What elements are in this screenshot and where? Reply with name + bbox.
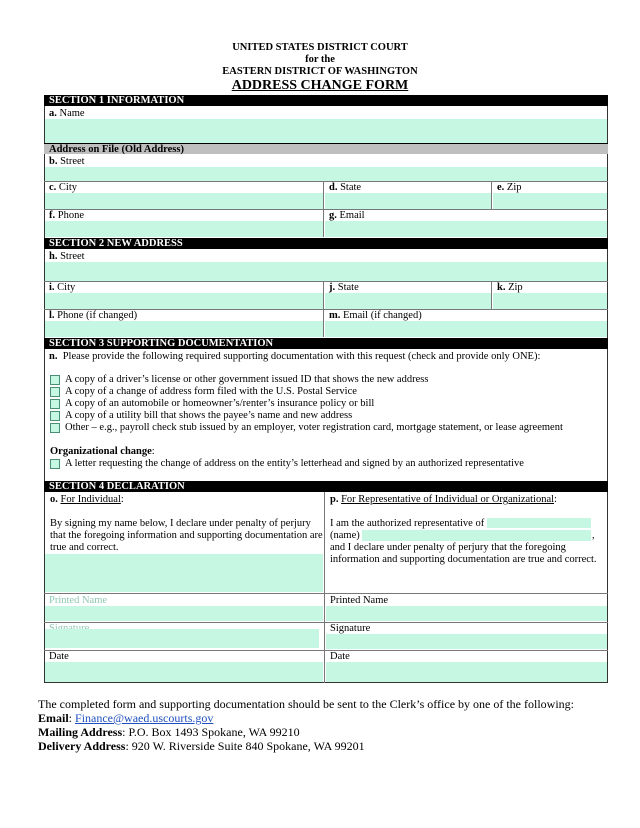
old-state-field[interactable] (325, 193, 491, 209)
divider (491, 181, 492, 209)
documentation-instructions: n. Please provide the following required supporting documentation with this request (check and provide only ONE): (49, 351, 541, 362)
doc-option-checkbox[interactable] (50, 399, 60, 409)
section1-header: SECTION 1 INFORMATION (44, 95, 608, 106)
date-label-right: Date (330, 651, 350, 662)
individual-declaration-line2: that the foregoing information and supporting documentation are (50, 530, 323, 541)
individual-declaration-field[interactable] (45, 554, 323, 592)
form-title: ADDRESS CHANGE FORM (231, 78, 409, 93)
old-email-label: g. Email (329, 210, 365, 221)
representative-heading: p. For Representative of Individual or Organizational: (330, 494, 557, 505)
divider (323, 281, 324, 309)
doc-option-checkbox[interactable] (50, 423, 60, 433)
date-field-left[interactable] (45, 662, 323, 682)
printed-name-label-right: Printed Name (330, 595, 389, 606)
individual-heading: o. For Individual: (50, 494, 124, 505)
old-state-label: d. State (329, 182, 362, 193)
divider (44, 593, 608, 594)
old-phone-label: f. Phone (49, 210, 84, 221)
doc-option-label: A copy of a change of address form filed with the U.S. Postal Service (65, 386, 357, 397)
old-email-field[interactable] (325, 221, 607, 237)
old-phone-field[interactable] (45, 221, 323, 237)
new-state-label: j. State (329, 282, 359, 293)
date-field-right[interactable] (326, 662, 607, 682)
divider (323, 209, 324, 237)
divider (491, 281, 492, 309)
court-name: UNITED STATES DISTRICT COURT (232, 42, 408, 53)
representative-name-field[interactable] (362, 530, 591, 541)
old-zip-field[interactable] (493, 193, 607, 209)
section4-header: SECTION 4 DECLARATION (44, 481, 608, 492)
new-email-label: m. Email (if changed) (329, 310, 422, 321)
submission-instructions: The completed form and supporting documentation should be sent to the Clerk’s office by one of the following: (38, 697, 574, 711)
old-city-label: c. City (49, 182, 78, 193)
for-the-text: for the (305, 54, 335, 65)
printed-name-field-left[interactable] (45, 606, 323, 621)
printed-name-field-right[interactable] (326, 606, 607, 621)
new-email-field[interactable] (325, 321, 607, 337)
org-option-label: A letter requesting the change of address on the entity’s letterhead and signed by an authorized representative (65, 458, 524, 469)
individual-declaration-line1: By signing my name below, I declare under penalty of perjury (50, 518, 311, 529)
old-address-header: Address on File (Old Address) (44, 143, 608, 154)
doc-option-checkbox[interactable] (50, 375, 60, 385)
signature-field-left[interactable] (45, 629, 319, 648)
doc-option-label: A copy of a driver’s license or other government issued ID that shows the new address (65, 374, 429, 385)
old-street-field[interactable] (45, 167, 607, 181)
individual-declaration-line3: true and correct. (50, 542, 119, 553)
delivery-address-line: Delivery Address: 920 W. Riverside Suite 840 Spokane, WA 99201 (38, 739, 365, 753)
new-street-field[interactable] (45, 262, 607, 281)
doc-option-label: A copy of an automobile or homeowner’s/renter’s insurance policy or bill (65, 398, 375, 409)
divider (323, 309, 324, 337)
representative-comma: , (592, 530, 595, 541)
date-label-left: Date (49, 651, 69, 662)
representative-line1: I am the authorized representative of (330, 518, 485, 529)
old-zip-label: e. Zip (497, 182, 522, 193)
name-label: a. Name (49, 108, 85, 119)
divider (323, 181, 324, 209)
doc-option-label: A copy of a utility bill that shows the payee’s name and new address (65, 410, 353, 421)
district-name: EASTERN DISTRICT OF WASHINGTON (222, 66, 418, 77)
name-field[interactable] (45, 119, 607, 143)
org-change-heading: Organizational change: (50, 446, 155, 457)
new-city-field[interactable] (45, 293, 323, 309)
new-city-label: i. City (49, 282, 76, 293)
doc-option-label: Other – e.g., payroll check stub issued by an employer, voter registration card, mortgage statement, or lease agreement (65, 422, 563, 433)
representative-line3: information and supporting documentation are true and correct. (330, 554, 597, 565)
doc-option-checkbox[interactable] (50, 387, 60, 397)
new-phone-label: l. Phone (if changed) (49, 310, 138, 321)
printed-name-label-left: Printed Name (49, 595, 108, 606)
section2-header: SECTION 2 NEW ADDRESS (44, 238, 608, 249)
section3-header: SECTION 3 SUPPORTING DOCUMENTATION (44, 338, 608, 349)
old-street-label: b. Street (49, 156, 85, 167)
old-city-field[interactable] (45, 193, 323, 209)
new-street-label: h. Street (49, 251, 85, 262)
signature-label-right: Signature (330, 623, 371, 634)
new-zip-label: k. Zip (497, 282, 523, 293)
doc-option-checkbox[interactable] (50, 411, 60, 421)
email-link[interactable]: Finance@waed.uscourts.gov (75, 711, 214, 725)
new-state-field[interactable] (325, 293, 491, 309)
mailing-address-line: Mailing Address: P.O. Box 1493 Spokane, WA 99210 (38, 725, 300, 739)
org-option-checkbox[interactable] (50, 459, 60, 469)
representative-line2: and I declare under penalty of perjury that the foregoing (330, 542, 566, 553)
email-line: Email: Finance@waed.uscourts.gov (38, 711, 214, 725)
representative-name-label: (name) (330, 530, 360, 541)
signature-field-right[interactable] (326, 634, 607, 649)
representative-of-field[interactable] (487, 518, 591, 528)
new-zip-field[interactable] (493, 293, 607, 309)
new-phone-field[interactable] (45, 321, 323, 337)
